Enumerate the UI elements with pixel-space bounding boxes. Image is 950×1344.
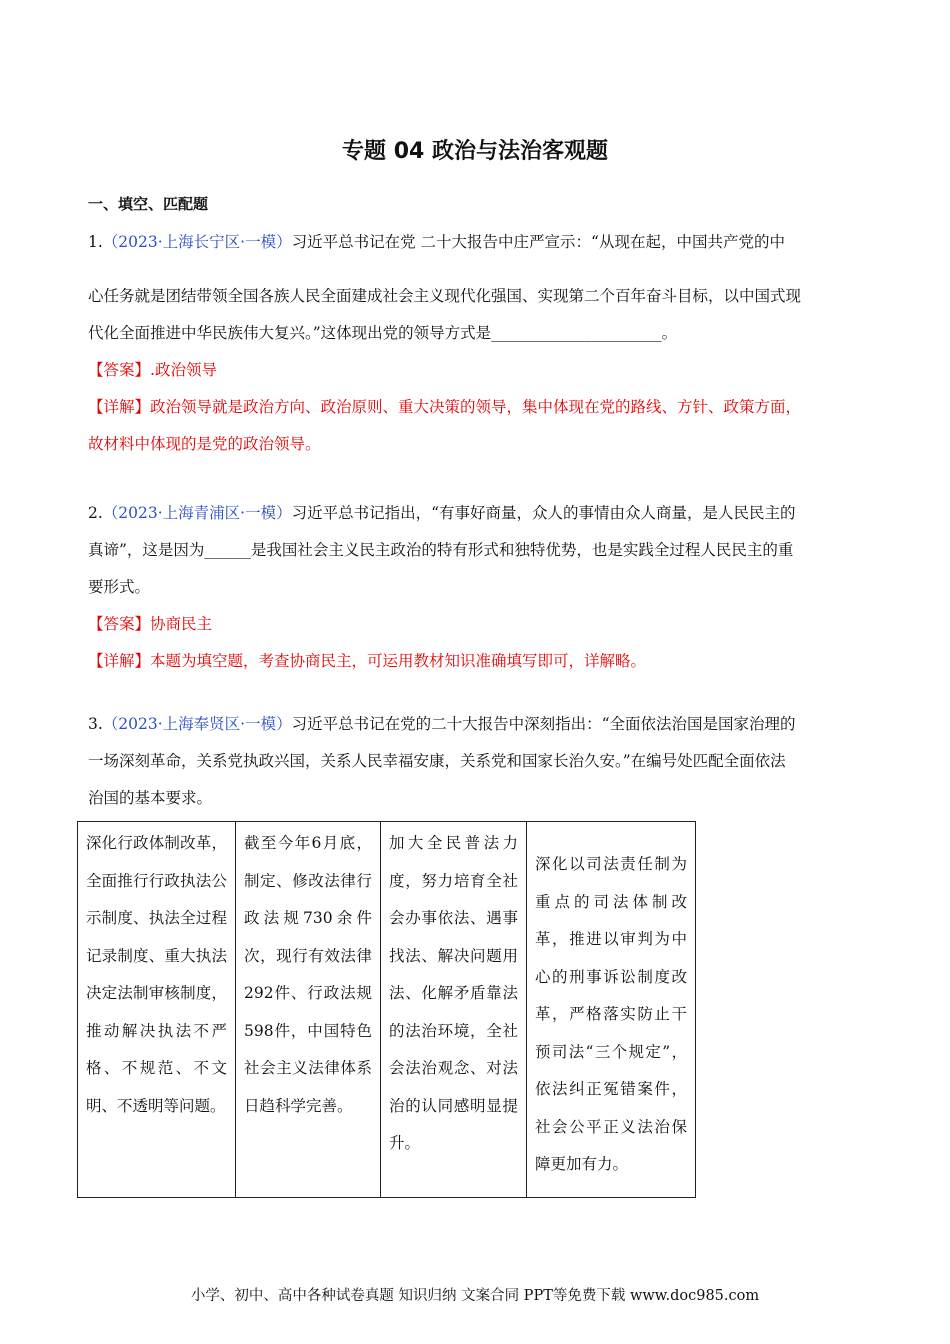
question-text: 习近平总书记指出，“有事好商量，众人的事情由众人商量，是人民民主的	[291, 504, 796, 522]
detail-text: 本题为填空题，考查协商民主，可运用教材知识准确填写即可，详解略。	[150, 652, 647, 670]
question-text: 一场深刻革命，关系党执政兴国，关系人民幸福安康，关系党和国家长治久安。”在编号处匹配全面依法	[88, 752, 786, 770]
answer-label: 【答案】	[88, 361, 151, 379]
question-source[interactable]: （2023·上海奉贤区·一模）	[102, 715, 292, 733]
detail-line	[88, 389, 863, 426]
page-title: 专题 04 政治与法治客观题	[342, 139, 608, 164]
table-cell: 深化行政体制改革，全面推行行政执法公示制度、执法全过程记录制度、重大执法决定法制审核制度，推动解决执法不严格、不规范、不文明、不透明等问题。	[78, 822, 236, 1198]
question-text: 心任务就是团结带领全国各族人民全面建成社会主义现代化强国、实现第二个百年奋斗目标，以中国式现	[88, 287, 802, 305]
answer-label: 【答案】	[88, 615, 151, 633]
question-text: 代化全面推进中华民族伟大复兴。”这体现出党的领导方式是______________________。	[88, 324, 678, 342]
section-heading: 一、填空、匹配题	[88, 195, 209, 213]
matching-table	[77, 821, 696, 1198]
question-source[interactable]: （2023·上海青浦区·一模）	[102, 504, 292, 522]
detail-text: 政治领导就是政治方向、政治原则、重大决策的领导，集中体现在党的路线、方针、政策方面，	[150, 398, 802, 416]
detail-text: 故材料中体现的是党的政治领导。	[88, 435, 321, 453]
question-source[interactable]: （2023·上海长宁区·一模）	[102, 233, 292, 251]
answer-text: .政治领导	[150, 361, 217, 379]
table-row	[78, 822, 696, 1198]
question-text: 要形式。	[88, 578, 151, 596]
question-2	[88, 495, 863, 680]
question-text: 治国的基本要求。	[88, 789, 213, 807]
answer-line	[88, 606, 863, 643]
table-cell: 加大全民普法力度，努力培育全社会办事依法、遇事找法、解决问题用法、化解矛盾靠法的法治环境，全社会法治观念、对法治的认同感明显提升。	[381, 822, 527, 1198]
detail-line	[88, 643, 863, 680]
question-text: 习近平总书记在党 二十大报告中庄严宣示：“从现在起，中国共产党的中	[291, 233, 785, 251]
question-number: 1.	[88, 233, 103, 251]
detail-label: 【详解】	[88, 652, 151, 670]
footer: 小学、初中、高中各种试卷真题 知识归纳 文案合同 PPT等免费下载 www.doc985.com	[190, 1288, 760, 1304]
table-cell: 深化以司法责任制为重点的司法体制改革，推进以审判为中心的刑事诉讼制度改革，严格落实防止干预司法“三个规定”，依法纠正冤错案件，社会公平正义法治保障更加有力。	[527, 822, 696, 1198]
detail-label: 【详解】	[88, 398, 151, 416]
question-text: 习近平总书记在党的二十大报告中深刻指出：“全面依法治国是国家治理的	[291, 715, 796, 733]
question-number: 2.	[88, 504, 103, 522]
question-number: 3.	[88, 715, 103, 733]
answer-text: 协商民主	[150, 615, 213, 633]
answer-line	[88, 352, 863, 389]
question-3	[88, 706, 863, 817]
question-text: 真谛”，这是因为______是我国社会主义民主政治的特有形式和独特优势，也是实践全过程人民民主的重	[88, 541, 794, 559]
question-1	[88, 224, 863, 463]
table-cell: 截至今年6月底，制定、修改法律行政法规730余件次，现行有效法律292件、行政法规598件，中国特色社会主义法律体系日趋科学完善。	[236, 822, 381, 1198]
